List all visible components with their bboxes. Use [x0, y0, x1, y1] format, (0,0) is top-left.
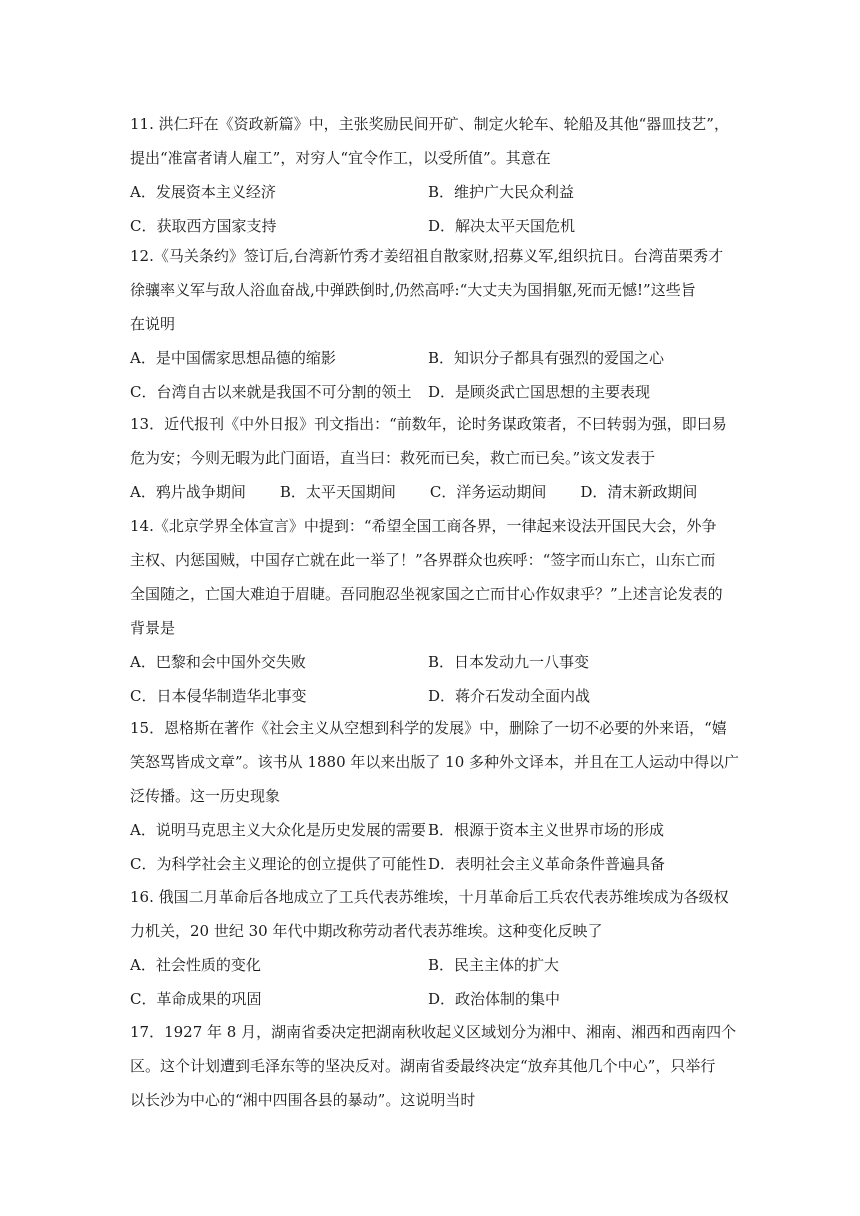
option-row: [130, 948, 760, 982]
question-stem-line: 全国随之，亡国大难迫于眉睫。吾同胞忍坐视家国之亡而甘心作奴隶乎？”上述言论发表的: [130, 585, 723, 603]
question-stem-line: 在说明: [130, 315, 176, 333]
question-11: [130, 107, 760, 243]
option-a[interactable]: A．是中国儒家思想品德的缩影: [130, 349, 336, 367]
option-row: [130, 982, 760, 1016]
question-stem-line: 12.《马关条约》签订后,台湾新竹秀才姜绍祖自散家财,招募义军,组织抗日。台湾苗栗秀才: [130, 247, 724, 265]
option-c[interactable]: C．日本侵华制造华北事变: [130, 687, 307, 705]
option-row: [130, 679, 760, 713]
question-17: [130, 1015, 760, 1117]
question-15: [130, 711, 760, 881]
question-stem-line: 17．1927 年 8 月，湖南省委决定把湖南秋收起义区域划分为湘中、湘南、湘西和西南四个: [130, 1023, 737, 1041]
option-row: [130, 645, 760, 679]
option-row: [130, 209, 760, 243]
option-row: [130, 813, 760, 847]
question-14: [130, 509, 760, 713]
question-stem-line: 危为安；今则无暇为此门面语，直当曰：救死而已矣，救亡而已矣。”该文发表于: [130, 449, 656, 467]
question-stem-line: 11. 洪仁玕在《资政新篇》中，主张奖励民间开矿、制定火轮车、轮船及其他“器皿技艺”，: [130, 115, 729, 133]
option-a[interactable]: A．社会性质的变化: [130, 956, 261, 974]
option-d[interactable]: D．清末新政期间: [580, 483, 698, 501]
option-b[interactable]: B．日本发动九一八事变: [428, 653, 590, 671]
option-c[interactable]: C．洋务运动期间: [429, 483, 547, 501]
question-stem-line: 区。这个计划遭到毛泽东等的坚决反对。湖南省委最终决定“放弃其他几个中心”，只举行: [130, 1057, 716, 1075]
option-d[interactable]: D．蒋介石发动全面内战: [428, 687, 591, 705]
question-stem-line: 背景是: [130, 619, 176, 637]
option-row: [130, 847, 760, 881]
option-c[interactable]: C．获取西方国家支持: [130, 217, 277, 235]
option-a[interactable]: A．说明马克思主义大众化是历史发展的需要: [130, 821, 426, 839]
option-d[interactable]: D．表明社会主义革命条件普遍具备: [428, 855, 666, 873]
option-b[interactable]: B．维护广大民众利益: [428, 183, 575, 201]
option-b[interactable]: B．根源于资本主义世界市场的形成: [428, 821, 665, 839]
question-12: [130, 239, 760, 409]
option-row: [130, 375, 760, 409]
question-stem-line: 提出“准富者请人雇工”，对穷人“宜令作工，以受所值”。其意在: [130, 149, 551, 167]
option-d[interactable]: D．解决太平天国危机: [428, 217, 576, 235]
question-stem-line: 力机关，20 世纪 30 年代中期改称劳动者代表苏维埃。这种变化反映了: [130, 922, 603, 940]
question-stem-line: 13．近代报刊《中外日报》刊文指出：“前数年，论时务谋政策者，不曰转弱为强，即曰易: [130, 415, 727, 433]
option-row: [130, 341, 760, 375]
question-stem-line: 16. 俄国二月革命后各地成立了工兵代表苏维埃，十月革命后工兵农代表苏维埃成为各级权: [130, 888, 729, 906]
option-c[interactable]: C．台湾自古以来就是我国不可分割的领土: [130, 383, 412, 401]
option-b[interactable]: B．知识分子都具有强烈的爱国之心: [428, 349, 665, 367]
option-a[interactable]: A．巴黎和会中国外交失败: [130, 653, 306, 671]
option-d[interactable]: D．是顾炎武亡国思想的主要表现: [428, 383, 651, 401]
question-stem-line: 笑怒骂皆成文章”。该书从 1880 年以来出版了 10 多种外文译本，并且在工人运动中得以广: [130, 753, 740, 771]
option-a[interactable]: A．发展资本主义经济: [130, 183, 276, 201]
question-stem-line: 以长沙为中心的“湘中四围各县的暴动”。这说明当时: [130, 1091, 476, 1109]
option-b[interactable]: B．太平天国期间: [279, 483, 396, 501]
option-b[interactable]: B．民主主体的扩大: [428, 956, 560, 974]
question-stem-line: 主权、内惩国贼，中国存亡就在此一举了！”各界群众也疾呼：“签字而山东亡，山东亡而: [130, 551, 716, 569]
question-stem-line: 15．恩格斯在著作《社会主义从空想到科学的发展》中，删除了一切不必要的外来语，“嬉: [130, 719, 727, 737]
option-c[interactable]: C．为科学社会主义理论的创立提供了可能性: [130, 855, 427, 873]
option-row: [130, 475, 760, 509]
option-c[interactable]: C．革命成果的巩固: [130, 990, 262, 1008]
question-13: [130, 407, 760, 509]
option-row: [130, 175, 760, 209]
question-16: [130, 880, 760, 1016]
question-stem-line: 徐骧率义军与敌人浴血奋战,中弹跌倒时,仍然高呼:“大丈夫为国捐躯,死而无憾!”这些旨: [130, 281, 696, 299]
option-d[interactable]: D．政治体制的集中: [428, 990, 561, 1008]
option-a[interactable]: A．鸦片战争期间: [130, 483, 246, 501]
question-stem-line: 泛传播。这一历史现象: [130, 787, 281, 805]
question-stem-line: 14.《北京学界全体宣言》中提到：“希望全国工商各界，一律起来设法开国民大会，外争: [130, 517, 717, 535]
